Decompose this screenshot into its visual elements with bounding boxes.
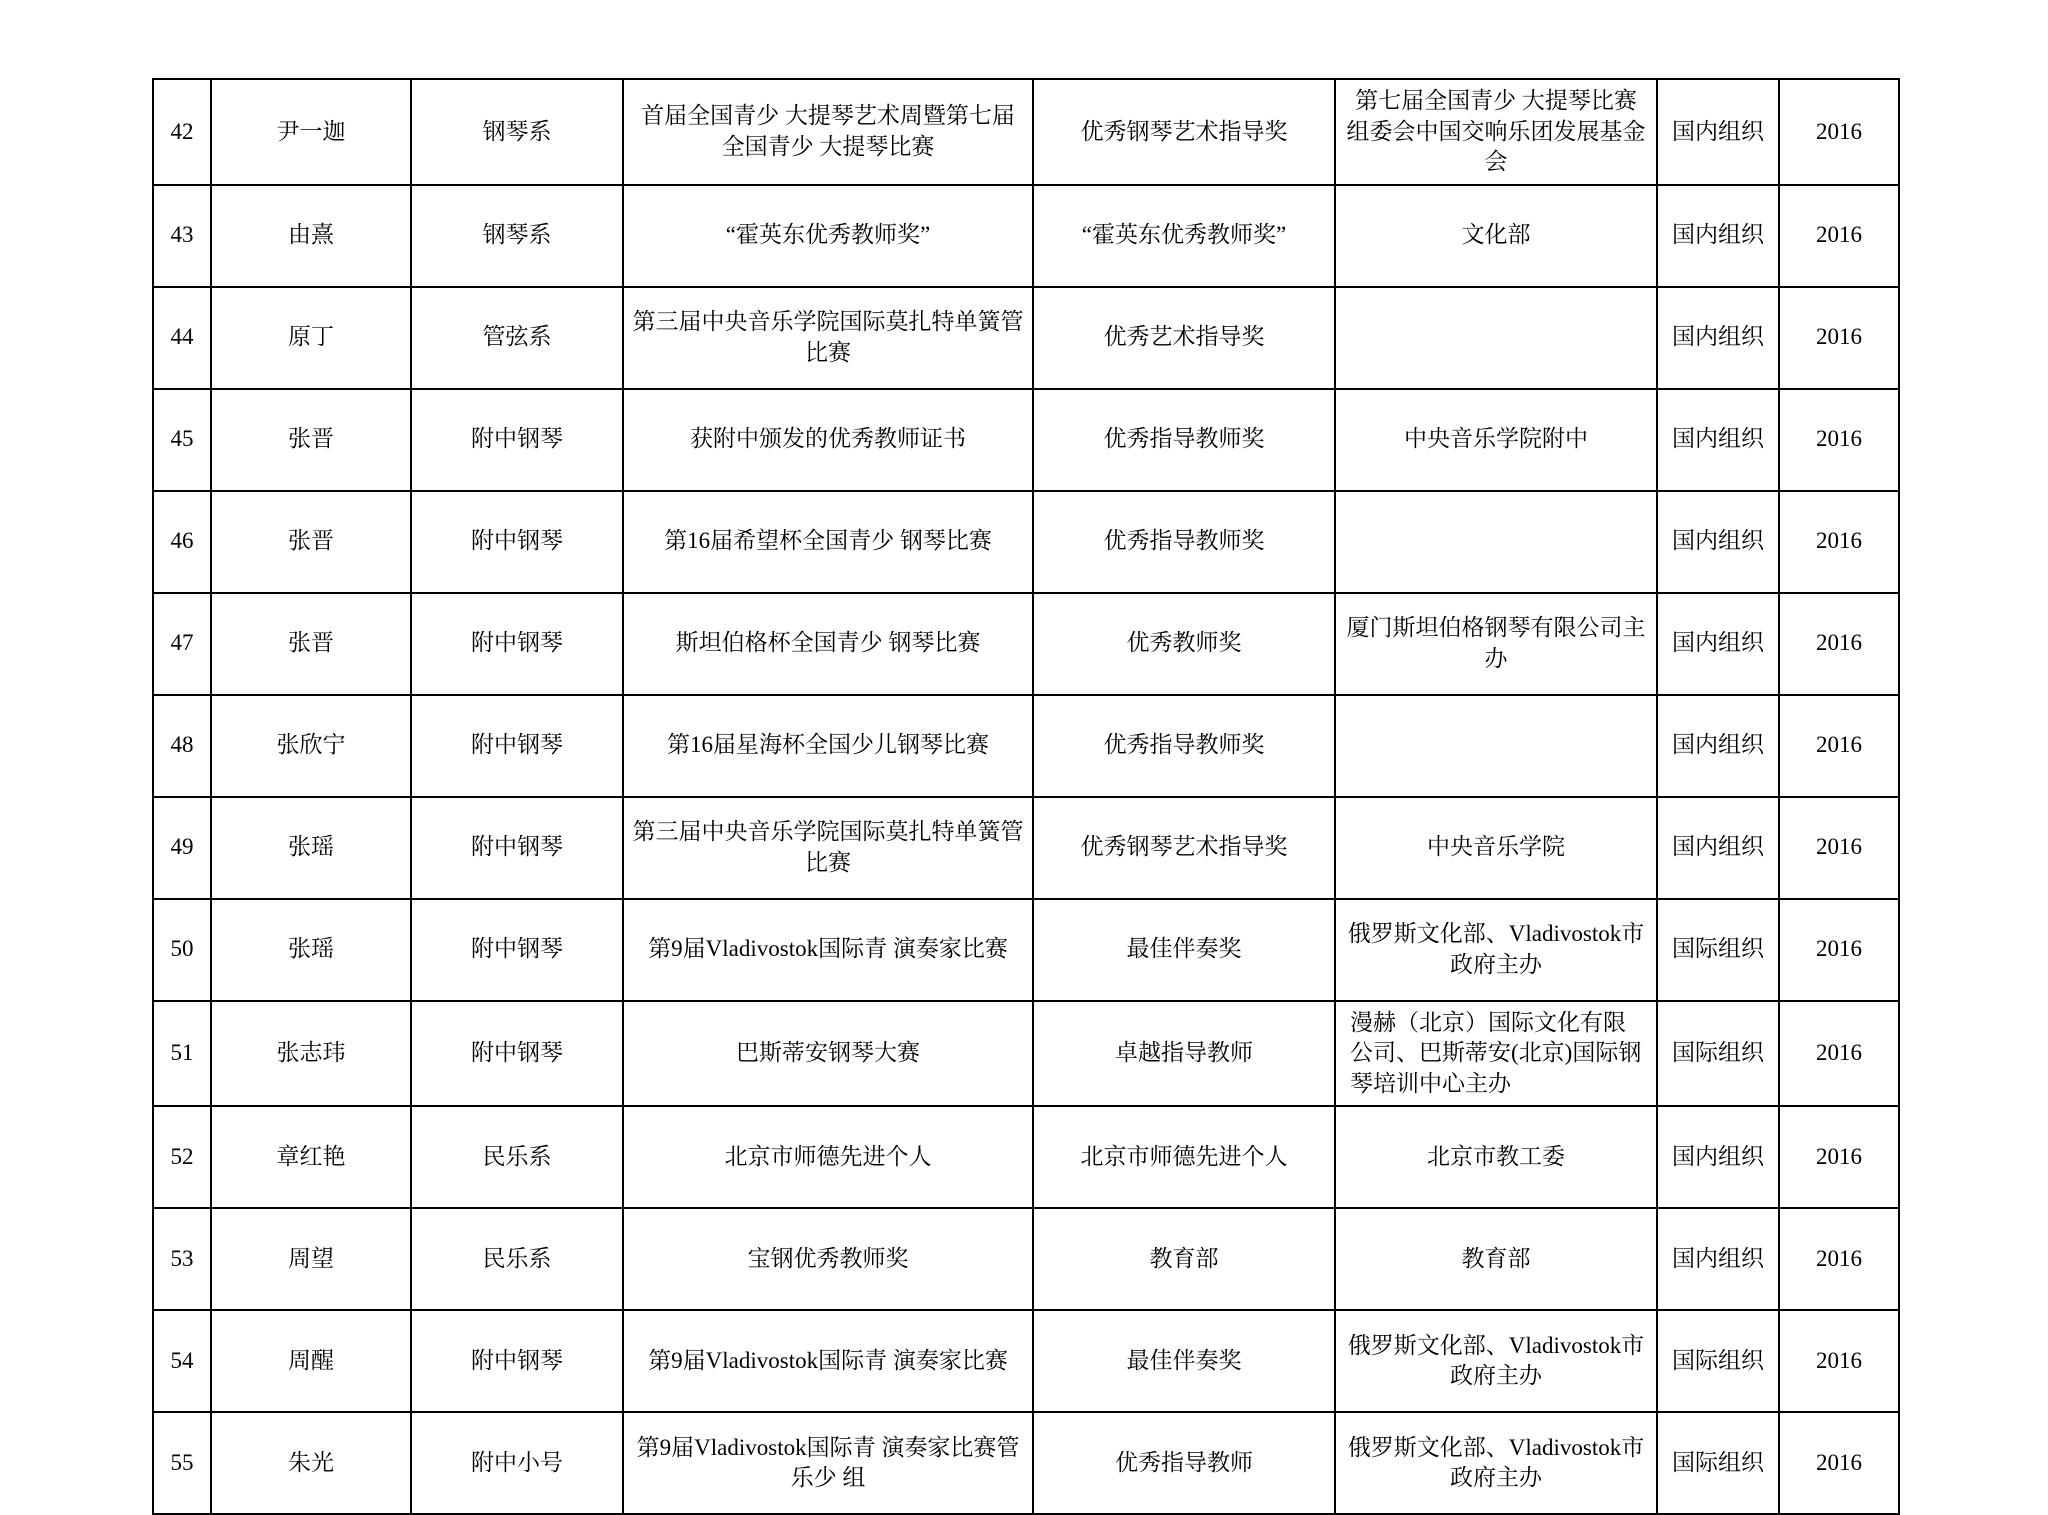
cell-serial-number: 48 <box>153 695 211 797</box>
table-row <box>153 797 1899 899</box>
cell-teacher-name: 章红艳 <box>211 1106 411 1208</box>
cell-year: 2016 <box>1779 1208 1899 1310</box>
cell-organization-level: 国内组织 <box>1657 1208 1779 1310</box>
cell-year: 2016 <box>1779 593 1899 695</box>
cell-organizer: 厦门斯坦伯格钢琴有限公司主办 <box>1335 593 1657 695</box>
cell-competition-name: 斯坦伯格杯全国青少 钢琴比赛 <box>623 593 1033 695</box>
cell-honor-title: 优秀教师奖 <box>1033 593 1335 695</box>
cell-organization-level: 国际组织 <box>1657 1310 1779 1412</box>
cell-organizer <box>1335 287 1657 389</box>
cell-department: 附中钢琴 <box>411 593 623 695</box>
cell-teacher-name: 周望 <box>211 1208 411 1310</box>
cell-serial-number: 44 <box>153 287 211 389</box>
cell-honor-title: 北京市师德先进个人 <box>1033 1106 1335 1208</box>
table-row <box>153 491 1899 593</box>
cell-teacher-name: 张欣宁 <box>211 695 411 797</box>
cell-organization-level: 国际组织 <box>1657 1001 1779 1107</box>
cell-serial-number: 55 <box>153 1412 211 1514</box>
cell-department: 附中钢琴 <box>411 1001 623 1107</box>
cell-department: 附中钢琴 <box>411 695 623 797</box>
cell-honor-title: 优秀钢琴艺术指导奖 <box>1033 79 1335 185</box>
cell-organization-level: 国际组织 <box>1657 899 1779 1001</box>
cell-honor-title: 最佳伴奏奖 <box>1033 899 1335 1001</box>
cell-organizer <box>1335 491 1657 593</box>
cell-year: 2016 <box>1779 491 1899 593</box>
cell-organization-level: 国内组织 <box>1657 287 1779 389</box>
cell-serial-number: 49 <box>153 797 211 899</box>
cell-teacher-name: 张晋 <box>211 491 411 593</box>
table-row <box>153 1106 1899 1208</box>
cell-department: 钢琴系 <box>411 185 623 287</box>
cell-year: 2016 <box>1779 287 1899 389</box>
award-table <box>152 78 1900 1515</box>
cell-honor-title: 优秀艺术指导奖 <box>1033 287 1335 389</box>
table-row <box>153 695 1899 797</box>
table-row <box>153 1310 1899 1412</box>
cell-competition-name: 北京市师德先进个人 <box>623 1106 1033 1208</box>
table-row <box>153 185 1899 287</box>
cell-competition-name: 获附中颁发的优秀教师证书 <box>623 389 1033 491</box>
cell-organizer: 中央音乐学院 <box>1335 797 1657 899</box>
cell-teacher-name: 朱光 <box>211 1412 411 1514</box>
table-row <box>153 1001 1899 1107</box>
cell-organization-level: 国内组织 <box>1657 491 1779 593</box>
cell-organization-level: 国内组织 <box>1657 1106 1779 1208</box>
cell-department: 附中钢琴 <box>411 899 623 1001</box>
cell-teacher-name: 原丁 <box>211 287 411 389</box>
cell-department: 附中钢琴 <box>411 491 623 593</box>
cell-serial-number: 46 <box>153 491 211 593</box>
cell-organization-level: 国内组织 <box>1657 695 1779 797</box>
cell-teacher-name: 张志玮 <box>211 1001 411 1107</box>
cell-competition-name: 第9届Vladivostok国际青 演奏家比赛 <box>623 899 1033 1001</box>
cell-year: 2016 <box>1779 899 1899 1001</box>
cell-organization-level: 国内组织 <box>1657 593 1779 695</box>
cell-honor-title: 优秀钢琴艺术指导奖 <box>1033 797 1335 899</box>
cell-organizer: 文化部 <box>1335 185 1657 287</box>
cell-serial-number: 53 <box>153 1208 211 1310</box>
cell-teacher-name: 由熹 <box>211 185 411 287</box>
cell-organizer: 俄罗斯文化部、Vladivostok市政府主办 <box>1335 1310 1657 1412</box>
cell-competition-name: 第三届中央音乐学院国际莫扎特单簧管比赛 <box>623 287 1033 389</box>
table-row <box>153 593 1899 695</box>
cell-year: 2016 <box>1779 185 1899 287</box>
cell-organization-level: 国内组织 <box>1657 185 1779 287</box>
cell-year: 2016 <box>1779 79 1899 185</box>
cell-organizer: 俄罗斯文化部、Vladivostok市政府主办 <box>1335 899 1657 1001</box>
table-row <box>153 1412 1899 1514</box>
cell-teacher-name: 张瑶 <box>211 899 411 1001</box>
cell-organizer: 第七届全国青少 大提琴比赛组委会中国交响乐团发展基金会 <box>1335 79 1657 185</box>
cell-organizer: 中央音乐学院附中 <box>1335 389 1657 491</box>
cell-organization-level: 国际组织 <box>1657 1412 1779 1514</box>
cell-serial-number: 52 <box>153 1106 211 1208</box>
cell-honor-title: 优秀指导教师奖 <box>1033 695 1335 797</box>
cell-honor-title: “霍英东优秀教师奖” <box>1033 185 1335 287</box>
cell-department: 附中小号 <box>411 1412 623 1514</box>
table-row <box>153 389 1899 491</box>
cell-honor-title: 优秀指导教师奖 <box>1033 491 1335 593</box>
cell-competition-name: 第9届Vladivostok国际青 演奏家比赛管乐少 组 <box>623 1412 1033 1514</box>
cell-organization-level: 国内组织 <box>1657 797 1779 899</box>
cell-organizer: 教育部 <box>1335 1208 1657 1310</box>
cell-teacher-name: 尹一迦 <box>211 79 411 185</box>
cell-teacher-name: 张晋 <box>211 389 411 491</box>
cell-competition-name: 首届全国青少 大提琴艺术周暨第七届全国青少 大提琴比赛 <box>623 79 1033 185</box>
cell-serial-number: 45 <box>153 389 211 491</box>
table-row <box>153 287 1899 389</box>
table-row <box>153 1208 1899 1310</box>
cell-department: 民乐系 <box>411 1208 623 1310</box>
cell-department: 附中钢琴 <box>411 389 623 491</box>
cell-teacher-name: 周醒 <box>211 1310 411 1412</box>
cell-organizer: 漫赫（北京）国际文化有限公司、巴斯蒂安(北京)国际钢琴培训中心主办 <box>1335 1001 1657 1107</box>
cell-year: 2016 <box>1779 389 1899 491</box>
cell-year: 2016 <box>1779 1001 1899 1107</box>
cell-competition-name: 巴斯蒂安钢琴大赛 <box>623 1001 1033 1107</box>
cell-department: 附中钢琴 <box>411 1310 623 1412</box>
cell-organization-level: 国内组织 <box>1657 389 1779 491</box>
table-row <box>153 79 1899 185</box>
table-row <box>153 899 1899 1001</box>
cell-honor-title: 卓越指导教师 <box>1033 1001 1335 1107</box>
cell-teacher-name: 张晋 <box>211 593 411 695</box>
cell-organizer: 俄罗斯文化部、Vladivostok市政府主办 <box>1335 1412 1657 1514</box>
cell-honor-title: 最佳伴奏奖 <box>1033 1310 1335 1412</box>
award-table-body <box>153 79 1899 1514</box>
cell-department: 民乐系 <box>411 1106 623 1208</box>
cell-honor-title: 教育部 <box>1033 1208 1335 1310</box>
cell-honor-title: 优秀指导教师奖 <box>1033 389 1335 491</box>
cell-competition-name: “霍英东优秀教师奖” <box>623 185 1033 287</box>
cell-year: 2016 <box>1779 1310 1899 1412</box>
cell-teacher-name: 张瑶 <box>211 797 411 899</box>
cell-serial-number: 51 <box>153 1001 211 1107</box>
cell-competition-name: 第三届中央音乐学院国际莫扎特单簧管比赛 <box>623 797 1033 899</box>
cell-department: 管弦系 <box>411 287 623 389</box>
cell-organizer: 北京市教工委 <box>1335 1106 1657 1208</box>
cell-serial-number: 43 <box>153 185 211 287</box>
cell-year: 2016 <box>1779 695 1899 797</box>
cell-honor-title: 优秀指导教师 <box>1033 1412 1335 1514</box>
cell-organizer <box>1335 695 1657 797</box>
cell-year: 2016 <box>1779 797 1899 899</box>
cell-department: 附中钢琴 <box>411 797 623 899</box>
cell-competition-name: 第16届希望杯全国青少 钢琴比赛 <box>623 491 1033 593</box>
cell-serial-number: 50 <box>153 899 211 1001</box>
cell-department: 钢琴系 <box>411 79 623 185</box>
cell-competition-name: 第9届Vladivostok国际青 演奏家比赛 <box>623 1310 1033 1412</box>
cell-year: 2016 <box>1779 1106 1899 1208</box>
cell-serial-number: 47 <box>153 593 211 695</box>
cell-serial-number: 42 <box>153 79 211 185</box>
cell-serial-number: 54 <box>153 1310 211 1412</box>
cell-competition-name: 第16届星海杯全国少儿钢琴比赛 <box>623 695 1033 797</box>
cell-competition-name: 宝钢优秀教师奖 <box>623 1208 1033 1310</box>
cell-year: 2016 <box>1779 1412 1899 1514</box>
cell-organization-level: 国内组织 <box>1657 79 1779 185</box>
